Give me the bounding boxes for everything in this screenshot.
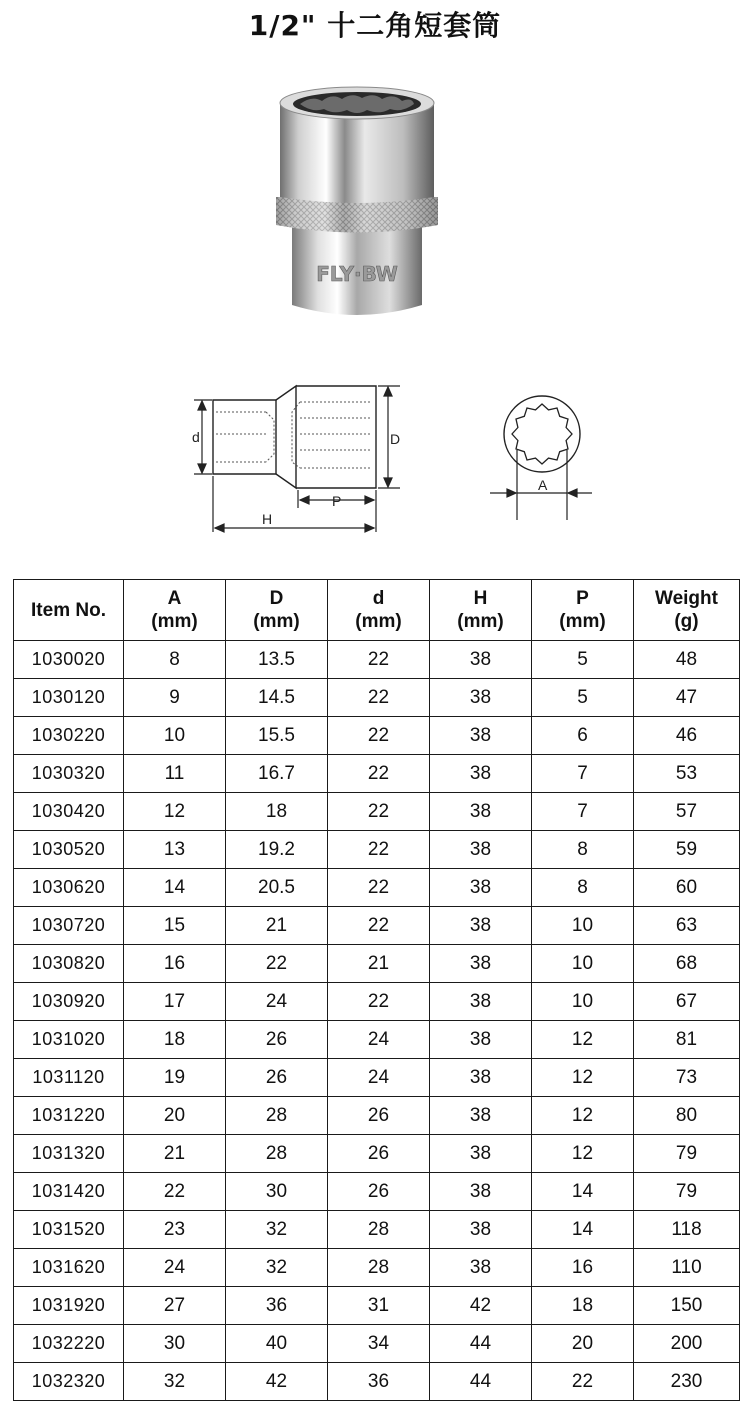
table-cell: 73 <box>634 1059 740 1097</box>
item-number-cell: 1030920 <box>14 983 124 1021</box>
table-cell: 22 <box>328 869 430 907</box>
dim-H-label: H <box>262 511 273 527</box>
item-number-cell: 1030320 <box>14 755 124 793</box>
column-header <box>226 580 328 641</box>
column-header <box>124 580 226 641</box>
table-cell: 38 <box>430 945 532 983</box>
dim-d-label: d <box>192 429 200 445</box>
page-title: 1/2" 十二角短套筒 <box>248 9 502 42</box>
table-cell: 16.7 <box>226 755 328 793</box>
table-cell: 38 <box>430 831 532 869</box>
table-cell: 24 <box>328 1059 430 1097</box>
item-number-cell: 1031320 <box>14 1135 124 1173</box>
table-cell: 59 <box>634 831 740 869</box>
item-number-cell: 1030820 <box>14 945 124 983</box>
item-number-cell: 1031420 <box>14 1173 124 1211</box>
table-cell: 26 <box>226 1059 328 1097</box>
item-number-cell: 1031120 <box>14 1059 124 1097</box>
socket-photo <box>262 75 452 345</box>
table-cell: 18 <box>124 1021 226 1059</box>
table-cell: 22 <box>532 1363 634 1401</box>
table-cell: 38 <box>430 983 532 1021</box>
table-cell: 19.2 <box>226 831 328 869</box>
table-row <box>14 1249 740 1287</box>
column-header-unit: (g) <box>674 611 699 632</box>
table-cell: 21 <box>328 945 430 983</box>
table-cell: 19 <box>124 1059 226 1097</box>
table-row <box>14 1211 740 1249</box>
table-cell: 38 <box>430 679 532 717</box>
table-cell: 12 <box>532 1021 634 1059</box>
table-cell: 8 <box>124 641 226 679</box>
table-body <box>14 641 740 1401</box>
table-cell: 63 <box>634 907 740 945</box>
table-row <box>14 869 740 907</box>
table-cell: 42 <box>226 1363 328 1401</box>
table-cell: 28 <box>328 1211 430 1249</box>
column-header-label: A <box>167 588 182 609</box>
item-number-cell: 1030020 <box>14 641 124 679</box>
table-cell: 38 <box>430 1249 532 1287</box>
table-cell: 200 <box>634 1325 740 1363</box>
table-cell: 57 <box>634 793 740 831</box>
table-cell: 22 <box>328 641 430 679</box>
item-number-cell: 1030420 <box>14 793 124 831</box>
table-row <box>14 1325 740 1363</box>
table-cell: 18 <box>226 793 328 831</box>
table-cell: 22 <box>328 907 430 945</box>
table-cell: 38 <box>430 1173 532 1211</box>
table-cell: 13.5 <box>226 641 328 679</box>
table-cell: 28 <box>226 1097 328 1135</box>
table-cell: 17 <box>124 983 226 1021</box>
table-cell: 20 <box>532 1325 634 1363</box>
table-cell: 34 <box>328 1325 430 1363</box>
table-cell: 22 <box>328 717 430 755</box>
table-cell: 32 <box>124 1363 226 1401</box>
table-cell: 38 <box>430 793 532 831</box>
table-cell: 36 <box>328 1363 430 1401</box>
table-cell: 60 <box>634 869 740 907</box>
column-header <box>14 580 124 641</box>
table-cell: 27 <box>124 1287 226 1325</box>
table-cell: 30 <box>124 1325 226 1363</box>
table-row <box>14 1097 740 1135</box>
item-number-cell: 1030620 <box>14 869 124 907</box>
table-cell: 67 <box>634 983 740 1021</box>
table-cell: 30 <box>226 1173 328 1211</box>
table-cell: 15.5 <box>226 717 328 755</box>
table-cell: 10 <box>532 945 634 983</box>
table-row <box>14 641 740 679</box>
table-cell: 12 <box>532 1135 634 1173</box>
item-number-cell: 1030720 <box>14 907 124 945</box>
table-row <box>14 1173 740 1211</box>
table-cell: 38 <box>430 755 532 793</box>
table-cell: 10 <box>532 983 634 1021</box>
item-number-cell: 1032220 <box>14 1325 124 1363</box>
table-row <box>14 945 740 983</box>
table-cell: 28 <box>328 1249 430 1287</box>
table-row <box>14 679 740 717</box>
table-cell: 20.5 <box>226 869 328 907</box>
table-cell: 68 <box>634 945 740 983</box>
item-number-cell: 1032320 <box>14 1363 124 1401</box>
brand-marking: FLY·BW <box>316 262 398 286</box>
item-number-cell: 1030120 <box>14 679 124 717</box>
table-cell: 118 <box>634 1211 740 1249</box>
table-cell: 14.5 <box>226 679 328 717</box>
table-cell: 24 <box>124 1249 226 1287</box>
table-row <box>14 907 740 945</box>
column-header <box>532 580 634 641</box>
dim-D-label: D <box>390 431 401 447</box>
table-cell: 22 <box>226 945 328 983</box>
table-cell: 26 <box>328 1173 430 1211</box>
table-cell: 22 <box>328 679 430 717</box>
table-cell: 22 <box>328 793 430 831</box>
item-number-cell: 1031920 <box>14 1287 124 1325</box>
table-cell: 28 <box>226 1135 328 1173</box>
table-cell: 10 <box>532 907 634 945</box>
table-row <box>14 717 740 755</box>
table-header-row <box>14 580 740 641</box>
table-cell: 36 <box>226 1287 328 1325</box>
table-cell: 26 <box>328 1097 430 1135</box>
table-cell: 8 <box>532 831 634 869</box>
table-row <box>14 1287 740 1325</box>
table-row <box>14 1059 740 1097</box>
table-cell: 44 <box>430 1325 532 1363</box>
table-cell: 48 <box>634 641 740 679</box>
column-header-unit: (mm) <box>253 611 300 632</box>
column-header-label: P <box>576 588 589 609</box>
table-row <box>14 1363 740 1401</box>
table-row <box>14 793 740 831</box>
column-header <box>634 580 740 641</box>
column-header-unit: (mm) <box>355 611 402 632</box>
table-cell: 16 <box>532 1249 634 1287</box>
table-row <box>14 1021 740 1059</box>
table-cell: 20 <box>124 1097 226 1135</box>
table-cell: 15 <box>124 907 226 945</box>
table-cell: 31 <box>328 1287 430 1325</box>
table-cell: 32 <box>226 1249 328 1287</box>
item-number-cell: 1030520 <box>14 831 124 869</box>
column-header-label: Weight <box>655 588 718 609</box>
table-cell: 38 <box>430 869 532 907</box>
socket-front-diagram <box>480 380 610 530</box>
table-cell: 38 <box>430 907 532 945</box>
table-cell: 22 <box>328 755 430 793</box>
item-number-cell: 1031220 <box>14 1097 124 1135</box>
table-cell: 38 <box>430 641 532 679</box>
table-cell: 230 <box>634 1363 740 1401</box>
table-cell: 38 <box>430 1097 532 1135</box>
table-cell: 14 <box>124 869 226 907</box>
table-cell: 6 <box>532 717 634 755</box>
table-cell: 12 <box>532 1097 634 1135</box>
table-cell: 22 <box>328 983 430 1021</box>
table-cell: 47 <box>634 679 740 717</box>
table-row <box>14 1135 740 1173</box>
column-header-label: d <box>372 588 385 609</box>
table-cell: 110 <box>634 1249 740 1287</box>
column-header-label: D <box>269 588 284 609</box>
column-header <box>328 580 430 641</box>
column-header-unit: (mm) <box>457 611 504 632</box>
socket-side-diagram <box>178 372 408 542</box>
column-header <box>430 580 532 641</box>
table-cell: 22 <box>124 1173 226 1211</box>
table-row <box>14 755 740 793</box>
table-cell: 13 <box>124 831 226 869</box>
table-cell: 10 <box>124 717 226 755</box>
table-cell: 18 <box>532 1287 634 1325</box>
table-cell: 38 <box>430 1211 532 1249</box>
table-cell: 16 <box>124 945 226 983</box>
table-cell: 7 <box>532 755 634 793</box>
column-header-label: H <box>473 588 488 609</box>
table-cell: 7 <box>532 793 634 831</box>
table-cell: 42 <box>430 1287 532 1325</box>
table-cell: 21 <box>124 1135 226 1173</box>
table-cell: 21 <box>226 907 328 945</box>
item-number-cell: 1031620 <box>14 1249 124 1287</box>
table-cell: 38 <box>430 717 532 755</box>
table-cell: 14 <box>532 1211 634 1249</box>
table-cell: 32 <box>226 1211 328 1249</box>
table-cell: 79 <box>634 1135 740 1173</box>
column-header-unit: (mm) <box>559 611 606 632</box>
column-header-label: Item No. <box>31 599 106 621</box>
table-cell: 44 <box>430 1363 532 1401</box>
column-header-unit: (mm) <box>151 611 198 632</box>
table-cell: 22 <box>328 831 430 869</box>
table-row <box>14 983 740 1021</box>
table-cell: 53 <box>634 755 740 793</box>
table-cell: 79 <box>634 1173 740 1211</box>
table-cell: 8 <box>532 869 634 907</box>
item-number-cell: 1031020 <box>14 1021 124 1059</box>
table-cell: 11 <box>124 755 226 793</box>
dim-A-label: A <box>538 477 548 493</box>
dim-P-label: P <box>332 493 342 509</box>
table-cell: 9 <box>124 679 226 717</box>
table-cell: 150 <box>634 1287 740 1325</box>
item-number-cell: 1031520 <box>14 1211 124 1249</box>
table-cell: 38 <box>430 1021 532 1059</box>
table-cell: 46 <box>634 717 740 755</box>
table-cell: 12 <box>532 1059 634 1097</box>
table-cell: 23 <box>124 1211 226 1249</box>
table-cell: 26 <box>328 1135 430 1173</box>
table-cell: 12 <box>124 793 226 831</box>
table-cell: 80 <box>634 1097 740 1135</box>
table-row <box>14 831 740 869</box>
table-cell: 38 <box>430 1059 532 1097</box>
table-cell: 24 <box>226 983 328 1021</box>
item-number-cell: 1030220 <box>14 717 124 755</box>
table-cell: 14 <box>532 1173 634 1211</box>
table-cell: 40 <box>226 1325 328 1363</box>
table-cell: 24 <box>328 1021 430 1059</box>
table-cell: 5 <box>532 641 634 679</box>
table-cell: 38 <box>430 1135 532 1173</box>
specification-table <box>13 579 740 1401</box>
table-cell: 5 <box>532 679 634 717</box>
table-cell: 26 <box>226 1021 328 1059</box>
table-cell: 81 <box>634 1021 740 1059</box>
